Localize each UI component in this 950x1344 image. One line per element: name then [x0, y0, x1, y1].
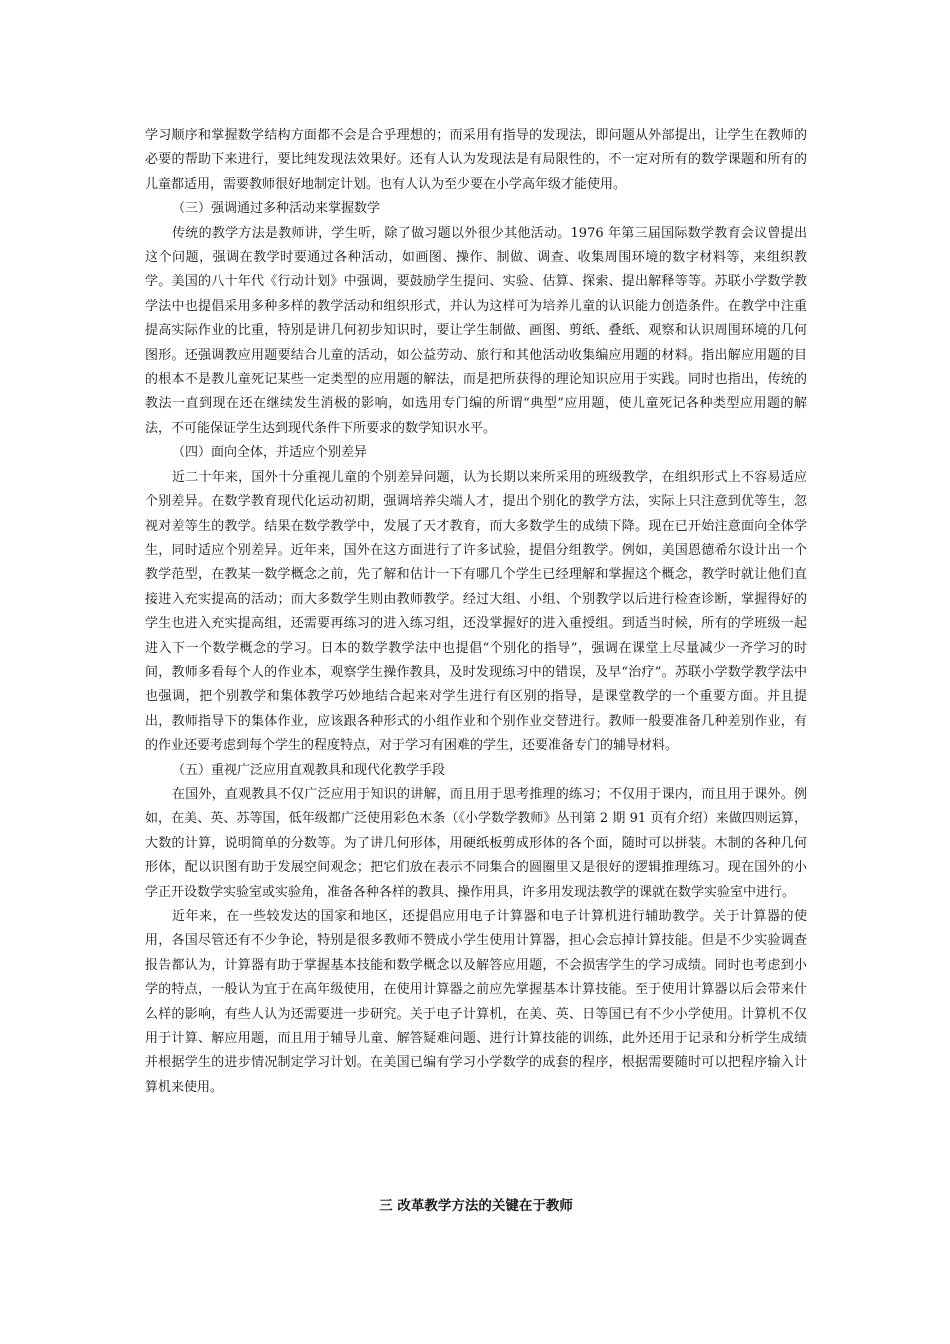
- paragraph-teaching-aids: 在国外，直观教具不仅广泛应用于知识的讲解，而且用于思考推理的练习；不仅用于课内，而且用于课外。例如，在美、英、苏等国，低年级都广泛使用彩色木条（《小学数学教师》丛刊第 2 期 91 页有介绍）来做四则运算，大数的计算，说明简单的分数等。为了讲几何形体，用硬纸板剪成形体的各个面，随时可以拼装。木制的各种几何形体，配以识图有助于发展空间观念；把它们放在表示不同集合的圆圈里又是很好的逻辑推理练习。现在国外的小学正开设数学实验室或实验角，准备各种各样的教具、操作用具，许多用发现法教学的课就在数学实验室中进行。: [145, 786, 807, 900]
- heading-teaching-aids: （五）重视广泛应用直观教具和现代化教学手段: [172, 762, 446, 778]
- document-page: [145, 124, 807, 1214]
- heading-individual-differences: （四）面向全体，并适应个别差异: [172, 445, 368, 461]
- paragraph-individual-differences: 近二十年来，国外十分重视儿童的个别差异问题，认为长期以来所采用的班级教学，在组织形式上不容易适应个别差异。在数学教育现代化运动初期，强调培养尖端人才，提出个别化的教学方法，实际上只注意到优等生，忽视对差等生的教学。结果在数学教学中，发展了天才教育，而大多数学生的成绩下降。现在已开始注意面向全体学生，同时适应个别差异。近年来，国外在这方面进行了许多试验，提倡分组教学。例如，美国恩德希尔设计出一个教学范型，在教某一数学概念之前，先了解和估计一下有哪几个学生已经理解和掌握这个概念，教学时就让他们直接进入充实提高的活动；而大多数学生则由教师教学。经过大组、小组、个别教学以后进行检查诊断，掌握得好的学生也进入充实提高组，还需要再练习的进入练习组，还没掌握好的进入重授组。到适当时候，所有的学班级一起进入下一个数学概念的学习。日本的数学教学法中也提倡“个别化的指导”，强调在课堂上尽量减少一齐学习的时间，教师多看每个人的作业本，观察学生操作教具，及时发现练习中的错误，及早“治疗”。苏联小学数学教学法中也强调，把个别教学和集体教学巧妙地结合起来对学生进行有区别的指导，是课堂教学的一个重要方面。并且提出，教师指导下的集体作业，应该跟各种形式的小组作业和个别作业交替进行。教师一般要准备几种差别作业，有的作业还要考虑到每个学生的程度特点，对于学习有困难的学生，还要准备专门的辅导材料。: [145, 469, 807, 754]
- paragraph-activities: 传统的教学方法是教师讲，学生听，除了做习题以外很少其他活动。1976 年第三届国际数学教育会议曾提出这个问题，强调在教学时要通过各种活动，如画图、操作、制做、调查、收集周围环境的数字材料等，来组织教学。美国的八十年代《行动计划》中强调，要鼓励学生提问、实验、估算、探索、提出解释等等。苏联小学数学教学法中也提倡采用多种多样的教学活动和组织形式，并认为这样可为培养儿童的认识能力创造条件。在教学中注重提高实际作业的比重，特别是讲几何初步知识时，要让学生制做、画图、剪纸、叠纸、观察和认识周围环境的几何图形。还强调教应用题要结合儿童的活动，如公益劳动、旅行和其他活动收集编应用题的材料。指出解应用题的目的根本不是教儿童死记某些一定类型的应用题的解法，而是把所获得的理论知识应用于实践。同时也指出，传统的教法一直到现在还在继续发生消极的影响，如选用专门编的所谓“典型”应用题，使儿童死记各种类型应用题的解法，不可能保证学生达到现代条件下所要求的数学知识水平。: [145, 225, 807, 436]
- heading-activities: （三）强调通过多种活动来掌握数学: [172, 201, 381, 217]
- section-title: 三 改革教学方法的关键在于教师: [379, 1198, 573, 1214]
- paragraph-calculators: 近年来，在一些较发达的国家和地区，还提倡应用电子计算器和电子计算机进行辅助教学。关于计算器的使用，各国尽管还有不少争论，特别是很多教师不赞成小学生使用计算器，担心会忘掉计算技能。但是不少实验调查报告都认为，计算器有助于掌握基本技能和数学概念以及解答应用题，不会损害学生的学习成绩。同时也考虑到小学的特点，一般认为宜于在高年级使用，在使用计算器之前应先掌握基本计算技能。至于使用计算器以后会带来什么样的影响，有些人认为还需要进一步研究。关于电子计算机，在美、英、日等国已有不少小学使用。计算机不仅用于计算、解应用题，而且用于辅导儿童、解答疑难问题、进行计算技能的训练，此外还用于记录和分析学生成绩并根据学生的进步情况制定学习计划。在美国已编有学习小学数学的成套的程序，根据需要随时可以把程序输入计算机来使用。: [145, 909, 807, 1095]
- paragraph-discovery-method: 学习顺序和掌握数学结构方面都不会是合乎理想的；而采用有指导的发现法，即问题从外部提出，让学生在教师的必要的帮助下来进行，要比纯发现法效果好。还有人认为发现法是有局限性的，不一定对所有的数学课题和所有的儿童都适用，需要教师很好地制定计划。也有人认为至少要在小学高年级才能使用。: [145, 128, 807, 192]
